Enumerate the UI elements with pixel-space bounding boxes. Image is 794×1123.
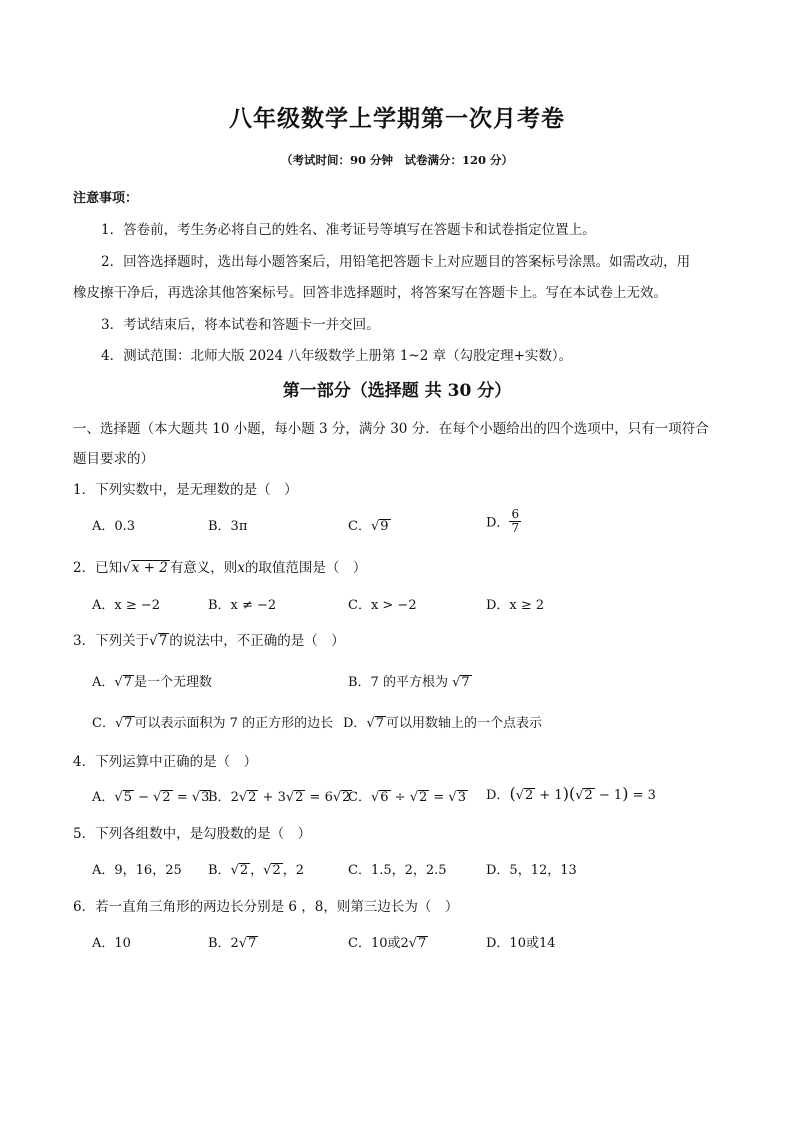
notice-item: 橡皮擦干净后，再选涂其他答案标号。回答非选择题时，将答案写在答题卡上。写在本试卷上无效。: [73, 285, 667, 301]
q5-option-d: D．5，12，13: [486, 863, 577, 878]
notice-item: 1．答卷前，考生务必将自己的姓名、准考证号等填写在答题卡和试卷指定位置上。: [101, 222, 596, 238]
q5-option-c: C．1.5，2，2.5: [348, 863, 447, 878]
q1-option-a: A．0.3: [92, 519, 136, 534]
notice-heading: 注意事项：: [73, 191, 139, 206]
question-5-stem: 5．下列各组数中，是勾股数的是（ ）: [73, 826, 312, 842]
question-1-stem: 1．下列实数中，是无理数的是（ ）: [73, 482, 298, 498]
q4-option-c: C．√6 ÷ √2 = √3: [348, 790, 466, 805]
q6-option-a: A．10: [92, 936, 131, 951]
notice-item: 4．测试范围：北师大版 2024 八年级数学上册第 1~2 章（勾股定理+实数）。: [101, 348, 573, 364]
question-3-stem: 3．下列关于√7 的说法中，不正确的是（ ）: [73, 633, 345, 649]
q4-option-a: A．√5 − √2 = √3: [92, 790, 210, 805]
fraction: $\frac{6}{7}$: [511, 507, 520, 535]
q5-option-a: A．9，16，25: [92, 863, 182, 878]
q2-option-b: B．x ≠ −2: [208, 598, 277, 613]
question-6-stem: 6．若一直角三角形的两边长分别是 6 ，8，则第三边长为（ ）: [73, 899, 459, 915]
q2-option-c: C．x > −2: [348, 598, 417, 613]
question-4-stem: 4．下列运算中正确的是（ ）: [73, 754, 258, 770]
q1-option-d: D． $\frac{6}{7}$: [486, 507, 520, 535]
notice-item: 2．回答选择题时，选出每小题答案后，用铅笔把答题卡上对应题目的答案标号涂黑。如需改动，用: [101, 254, 691, 270]
q2-option-a: A．x ≥ −2: [92, 598, 161, 613]
q3-option-a: A．√7 是一个无理数: [92, 675, 212, 690]
q6-option-d: D．10或14: [486, 936, 556, 951]
q3-option-d: D．√7 可以用数轴上的一个点表示: [343, 716, 543, 731]
q4-option-d: D．(√2 + 1)(√2 − 1) = 3: [486, 784, 656, 803]
section-intro: 一、选择题（本大题共 10 小题，每小题 3 分，满分 30 分．在每个小题给出的四个选项中，只有一项符合: [73, 421, 709, 437]
page-title: 八年级数学上学期第一次月考卷: [229, 105, 565, 132]
question-2-stem: 2．已知√x + 2 有意义，则x的取值范围是（ ）: [73, 560, 367, 576]
q3-option-c: C．√7 可以表示面积为 7 的正方形的边长: [92, 716, 334, 731]
notice-item: 3．考试结束后，将本试卷和答题卡一并交回。: [101, 317, 380, 333]
q2-option-d: D．x ≥ 2: [486, 598, 545, 613]
section-title: 第一部分（选择题 共 30 分）: [282, 381, 512, 401]
section-intro: 题目要求的）: [73, 451, 154, 467]
q6-option-b: B．2√7: [208, 936, 257, 951]
q1-option-c: C．√9: [348, 519, 389, 534]
q3-option-b: B．7 的平方根为 √7: [348, 675, 470, 690]
q5-option-b: B．√2 ，√2 ，2: [208, 863, 304, 878]
q4-option-b: B．2√2 + 3√2 = 6√2: [208, 790, 351, 805]
exam-info: （考试时间：90 分钟 试卷满分：120 分）: [280, 153, 513, 167]
q6-option-c: C．10或2√7: [348, 936, 427, 951]
q1-option-b: B．3π: [208, 519, 248, 534]
